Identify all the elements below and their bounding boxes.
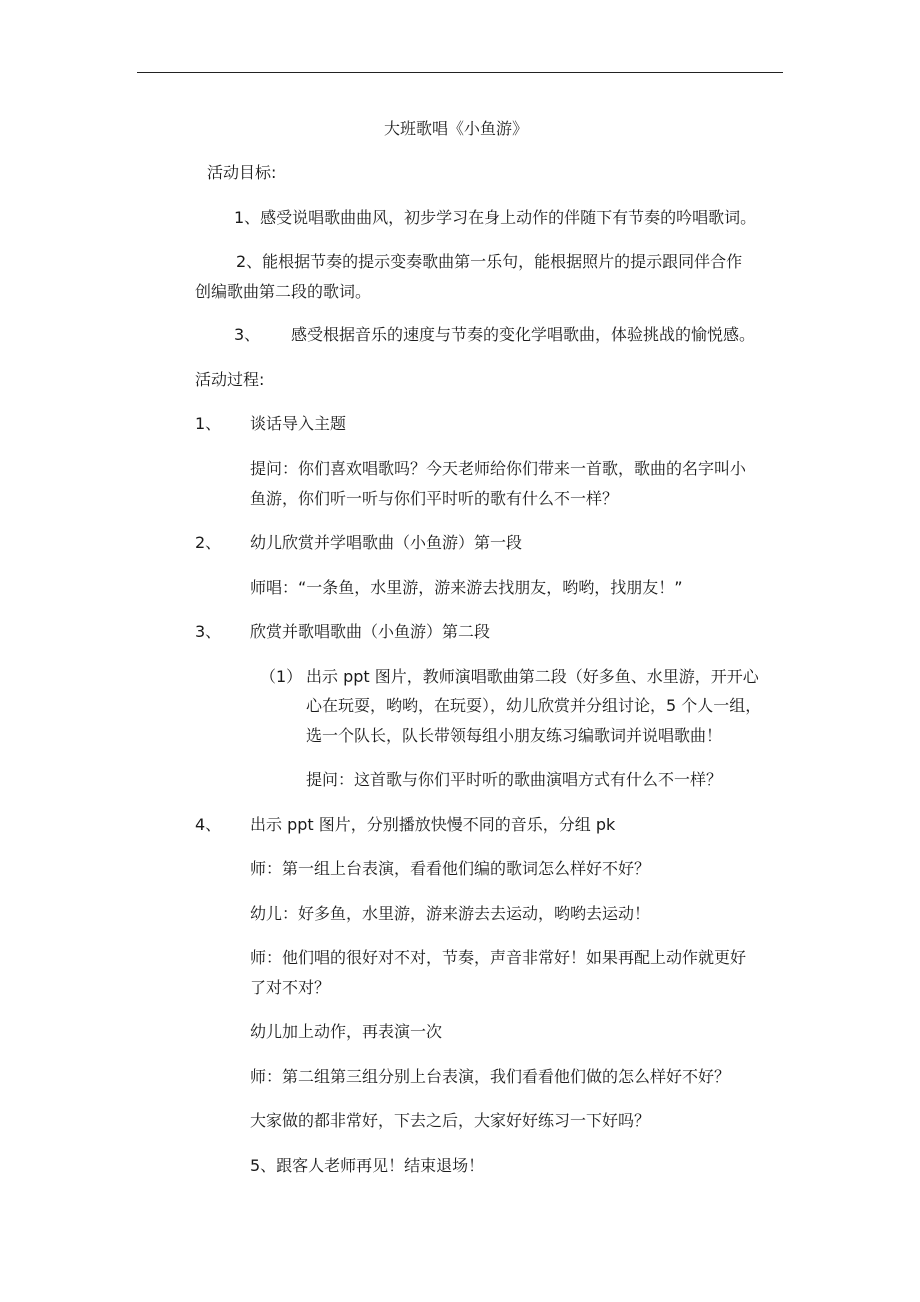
step-2-title: 幼儿欣赏并学唱歌曲（小鱼游）第一段: [250, 533, 523, 552]
step-2-line-1: 师唱：“一条鱼，水里游，游来游去找朋友，哟哟，找朋友！”: [250, 578, 683, 597]
step-1-line-1: 提问：你们喜欢唱歌吗？今天老师给你们带来一首歌，歌曲的名字叫小: [250, 459, 747, 478]
goal-1: 1、感受说唱歌曲曲风，初步学习在身上动作的伴随下有节奏的吟唱歌词。: [234, 208, 757, 227]
goal-2-line-2: 创编歌曲第二段的歌词。: [195, 282, 372, 301]
step-3-sub-line-3: 选一个队长，队长带领每组小朋友练习编歌词并说唱歌曲！: [306, 726, 723, 745]
step-1-title: 谈话导入主题: [250, 414, 347, 433]
process-heading: 活动过程:: [195, 370, 265, 389]
goal-3-text: 感受根据音乐的速度与节奏的变化学唱歌曲，体验挑战的愉悦感。: [291, 325, 756, 344]
step-3-sub-line-4: 提问：这首歌与你们平时听的歌曲演唱方式有什么不一样？: [306, 770, 723, 789]
step-4-title: 出示 ppt 图片，分别播放快慢不同的音乐，分组 pk: [250, 815, 616, 834]
step-3-sub-line-2: 心在玩耍，哟哟，在玩耍），幼儿欣赏并分组讨论，5 个人一组，: [306, 696, 762, 715]
goals-heading: 活动目标:: [207, 163, 277, 182]
goal-3-number: 3、: [234, 325, 261, 344]
step-5-line: 5、跟客人老师再见！结束退场！: [250, 1156, 485, 1175]
step-4-line-1: 师：第一组上台表演，看看他们编的歌词怎么样好不好？: [250, 859, 651, 878]
step-2-number: 2、: [195, 533, 222, 552]
header-rule: [137, 72, 783, 73]
step-1-number: 1、: [195, 414, 222, 433]
step-1-line-2: 鱼游，你们听一听与你们平时听的歌有什么不一样？: [250, 489, 619, 508]
document-title: 大班歌唱《小鱼游》: [384, 119, 529, 138]
step-3-sub-line-1: 出示 ppt 图片，教师演唱歌曲第二段（好多鱼、水里游，开开心: [306, 667, 759, 686]
step-4-line-6: 师：第二组第三组分别上台表演，我们看看他们做的怎么样好不好？: [250, 1067, 731, 1086]
step-3-number: 3、: [195, 622, 222, 641]
step-3-title: 欣赏并歌唱歌曲（小鱼游）第二段: [250, 622, 491, 641]
step-4-line-4: 了对不对？: [250, 978, 331, 997]
step-4-line-5: 幼儿加上动作，再表演一次: [250, 1022, 443, 1041]
step-4-line-3: 师：他们唱的很好对不对，节奏，声音非常好！如果再配上动作就更好: [250, 948, 747, 967]
step-4-line-7: 大家做的都非常好，下去之后，大家好好练习一下好吗？: [250, 1111, 651, 1130]
step-4-number: 4、: [195, 815, 222, 834]
step-3-sub-number: （1）: [260, 667, 303, 686]
step-4-line-2: 幼儿：好多鱼，水里游，游来游去去运动，哟哟去运动！: [250, 904, 651, 923]
goal-2-line-1: 2、能根据节奏的提示变奏歌曲第一乐句，能根据照片的提示跟同伴合作: [236, 252, 743, 271]
